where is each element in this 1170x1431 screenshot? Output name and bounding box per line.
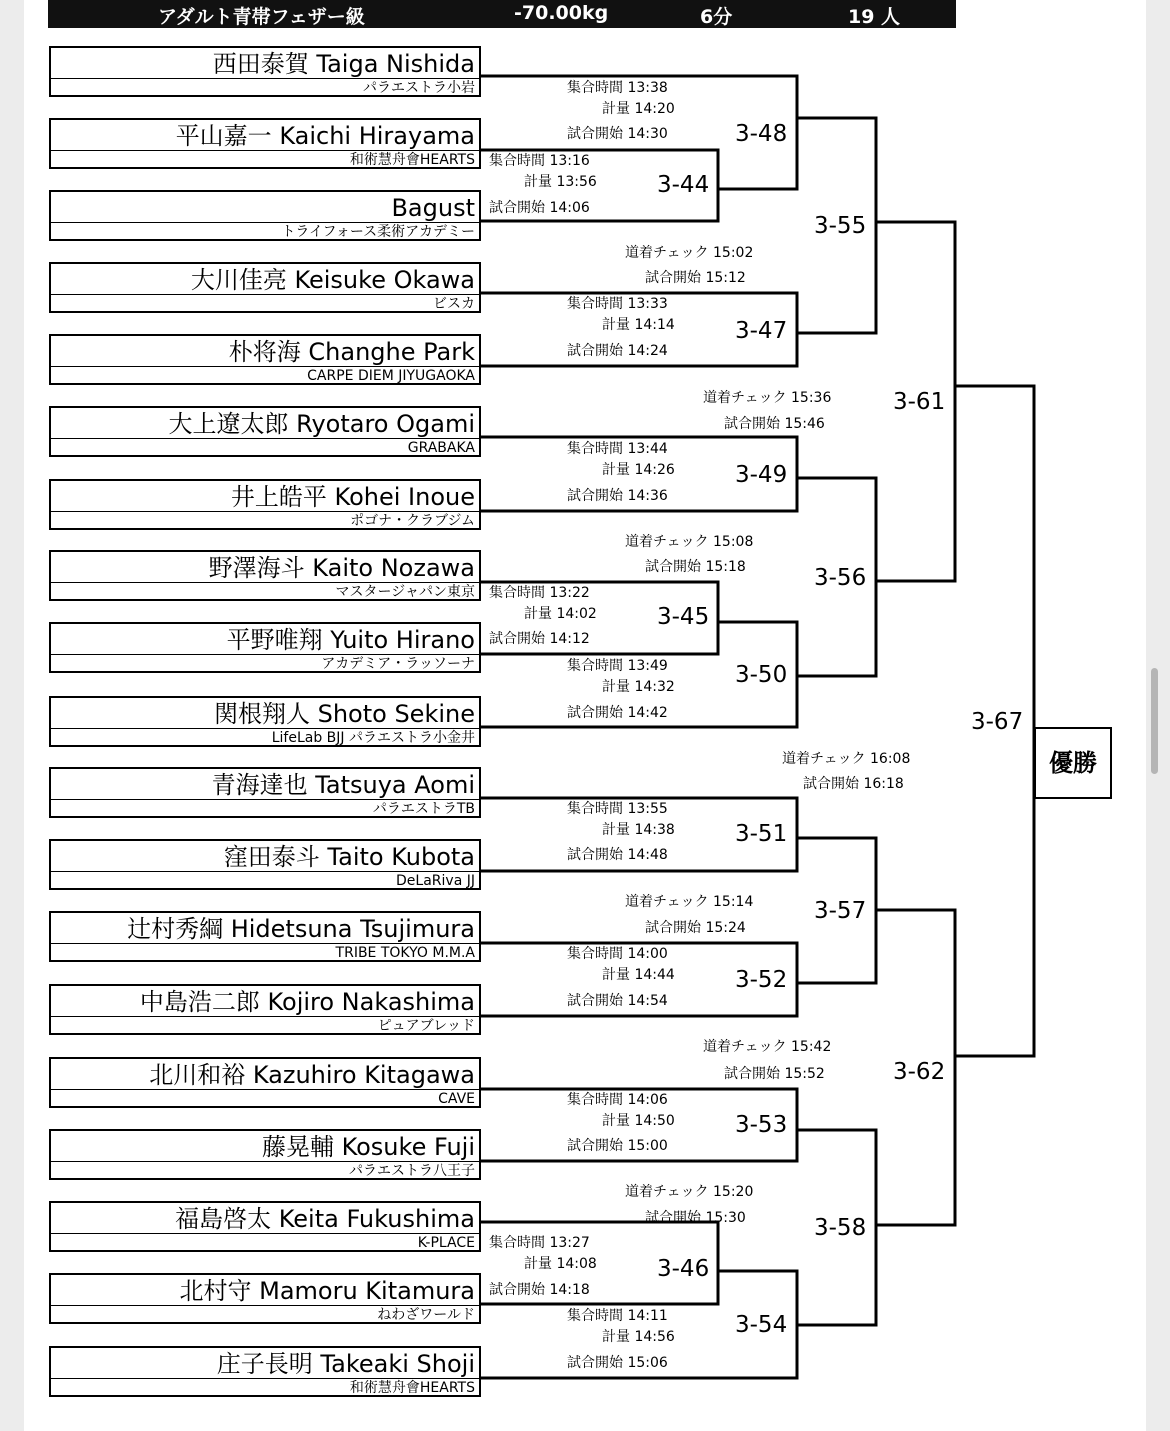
match-check-time: 道着チェック 15:14 (625, 894, 754, 910)
entry-divider (51, 728, 479, 729)
player-club: マスタージャパン東京 (335, 584, 475, 600)
match-meet-time: 集合時間 14:06 (567, 1092, 668, 1108)
match-start-time: 試合開始 14:42 (567, 705, 668, 721)
entry-divider (51, 1305, 479, 1306)
match-number: 3-58 (814, 1215, 867, 1241)
match-meet-time: 集合時間 13:38 (567, 80, 668, 96)
match-start-time: 試合開始 14:36 (567, 488, 668, 504)
player-entry (49, 46, 481, 97)
player-club: K-PLACE (417, 1235, 475, 1251)
match-meet-time: 集合時間 13:27 (489, 1235, 590, 1251)
match-number: 3-53 (735, 1112, 788, 1138)
match-start-time: 試合開始 14:06 (489, 200, 590, 216)
match-meet-time: 集合時間 13:16 (489, 153, 590, 169)
player-club: CAVE (438, 1091, 475, 1107)
match-weigh-time: 計量 14:50 (602, 1113, 675, 1129)
entry-divider (51, 582, 479, 583)
player-club: パラエストラTB (372, 801, 475, 817)
entry-divider (51, 366, 479, 367)
match-start-time: 試合開始 14:48 (567, 847, 668, 863)
player-name: 大川佳亮 Keisuke Okawa (190, 266, 475, 294)
weight-limit: -70.00kg (514, 2, 609, 24)
entry-divider (51, 222, 479, 223)
match-start-time: 試合開始 16:18 (803, 776, 904, 792)
match-check-time: 道着チェック 15:20 (625, 1184, 754, 1200)
match-meet-time: 集合時間 13:55 (567, 801, 668, 817)
entry-divider (51, 1378, 479, 1379)
player-entry (49, 190, 481, 241)
match-number: 3-56 (814, 565, 867, 591)
match-start-time: 試合開始 15:18 (645, 559, 746, 575)
match-start-time: 試合開始 14:12 (489, 631, 590, 647)
entry-divider (51, 511, 479, 512)
player-club: 和術慧舟會HEARTS (349, 1380, 475, 1396)
player-name: 北川和裕 Kazuhiro Kitagawa (149, 1061, 475, 1089)
match-number: 3-51 (735, 821, 788, 847)
entry-divider (51, 871, 479, 872)
match-start-time: 試合開始 15:00 (567, 1138, 668, 1154)
player-name: 窪田泰斗 Taito Kubota (223, 843, 475, 871)
match-start-time: 試合開始 14:24 (567, 343, 668, 359)
player-entry (49, 479, 481, 530)
player-name: 平野唯翔 Yuito Hirano (226, 626, 475, 654)
match-weigh-time: 計量 14:20 (602, 101, 675, 117)
match-number: 3-46 (657, 1256, 710, 1282)
competitor-count: 19 人 (848, 6, 901, 28)
match-start-time: 試合開始 15:12 (645, 270, 746, 286)
player-name: 西田泰賀 Taiga Nishida (212, 50, 475, 78)
player-entry (49, 911, 481, 962)
player-name: 関根翔人 Shoto Sekine (213, 700, 475, 728)
entry-divider (51, 943, 479, 944)
player-entry (49, 334, 481, 385)
player-name: Bagust (391, 194, 475, 222)
player-entry (49, 1346, 481, 1397)
match-number: 3-45 (657, 604, 710, 630)
match-start-time: 試合開始 15:06 (567, 1355, 668, 1371)
player-name: 青海達也 Tatsuya Aomi (211, 771, 475, 799)
match-meet-time: 集合時間 13:22 (489, 585, 590, 601)
entry-divider (51, 78, 479, 79)
match-weigh-time: 計量 14:32 (602, 679, 675, 695)
player-club: DeLaRiva JJ (396, 873, 475, 889)
player-club: CARPE DIEM JIYUGAOKA (307, 368, 475, 384)
match-number: 3-54 (735, 1312, 788, 1338)
player-entry (49, 1129, 481, 1180)
match-check-time: 道着チェック 15:36 (703, 390, 832, 406)
player-name: 朴将海 Changhe Park (228, 338, 475, 366)
player-entry (49, 984, 481, 1035)
player-entry (49, 1057, 481, 1108)
player-name: 辻村秀綱 Hidetsuna Tsujimura (127, 915, 475, 943)
player-club: アカデミア・ラッソーナ (321, 656, 475, 672)
player-entry (49, 1273, 481, 1324)
match-weigh-time: 計量 14:56 (602, 1329, 675, 1345)
match-start-time: 試合開始 14:30 (567, 126, 668, 142)
entry-divider (51, 799, 479, 800)
player-entry (49, 696, 481, 747)
player-entry (49, 262, 481, 313)
match-start-time: 試合開始 15:52 (724, 1066, 825, 1082)
player-name: 平山嘉一 Kaichi Hirayama (175, 122, 475, 150)
match-start-time: 試合開始 15:30 (645, 1210, 746, 1226)
match-start-time: 試合開始 14:18 (489, 1282, 590, 1298)
player-entry (49, 622, 481, 673)
match-meet-time: 集合時間 14:11 (567, 1308, 668, 1324)
match-check-time: 道着チェック 16:08 (782, 751, 911, 767)
player-club: トライフォース柔術アカデミー (281, 224, 475, 240)
match-meet-time: 集合時間 13:44 (567, 441, 668, 457)
match-weigh-time: 計量 14:08 (524, 1256, 597, 1272)
match-number: 3-57 (814, 898, 867, 924)
match-weigh-time: 計量 14:38 (602, 822, 675, 838)
match-number: 3-49 (735, 462, 788, 488)
division-name: アダルト青帯フェザー級 (158, 6, 365, 28)
player-name: 藤晃輔 Kosuke Fuji (261, 1133, 475, 1161)
scrollbar-thumb[interactable] (1151, 668, 1158, 774)
match-start-time: 試合開始 14:54 (567, 993, 668, 1009)
player-entry (49, 839, 481, 890)
match-number: 3-62 (893, 1059, 946, 1085)
match-check-time: 道着チェック 15:42 (703, 1039, 832, 1055)
match-start-time: 試合開始 15:46 (724, 416, 825, 432)
player-club: GRABAKA (407, 440, 475, 456)
player-name: 北村守 Mamoru Kitamura (179, 1277, 475, 1305)
match-weigh-time: 計量 13:56 (524, 174, 597, 190)
player-club: ポゴナ・クラブジム (350, 513, 475, 529)
entry-divider (51, 294, 479, 295)
match-meet-time: 集合時間 13:49 (567, 658, 668, 674)
match-number: 3-48 (735, 121, 788, 147)
player-club: ビスカ (433, 296, 475, 312)
match-number: 3-47 (735, 318, 788, 344)
match-number: 3-67 (971, 709, 1024, 735)
entry-divider (51, 438, 479, 439)
match-time: 6分 (700, 6, 733, 28)
match-check-time: 道着チェック 15:02 (625, 245, 754, 261)
player-entry (49, 1201, 481, 1252)
match-check-time: 道着チェック 15:08 (625, 534, 754, 550)
match-number: 3-50 (735, 662, 788, 688)
match-number: 3-55 (814, 213, 867, 239)
match-start-time: 試合開始 15:24 (645, 920, 746, 936)
player-club: LifeLab BJJ パラエストラ小金井 (271, 730, 475, 746)
entry-divider (51, 1161, 479, 1162)
match-meet-time: 集合時間 13:33 (567, 296, 668, 312)
player-name: 庄子長明 Takeaki Shoji (216, 1350, 475, 1378)
player-entry (49, 767, 481, 818)
player-club: 和術慧舟會HEARTS (349, 152, 475, 168)
player-name: 中島浩二郎 Kojiro Nakashima (139, 988, 475, 1016)
player-entry (49, 118, 481, 169)
entry-divider (51, 654, 479, 655)
match-weigh-time: 計量 14:26 (602, 462, 675, 478)
entry-divider (51, 1016, 479, 1017)
match-meet-time: 集合時間 14:00 (567, 946, 668, 962)
player-club: TRIBE TOKYO M.M.A (335, 945, 475, 961)
player-name: 福島啓太 Keita Fukushima (175, 1205, 475, 1233)
entry-divider (51, 1233, 479, 1234)
player-name: 大上遼太郎 Ryotaro Ogami (168, 410, 475, 438)
entry-divider (51, 150, 479, 151)
player-entry (49, 406, 481, 457)
match-number: 3-52 (735, 967, 788, 993)
match-weigh-time: 計量 14:44 (602, 967, 675, 983)
player-entry (49, 550, 481, 601)
player-club: パラエストラ小岩 (363, 80, 475, 96)
player-club: パラエストラ八王子 (349, 1163, 475, 1179)
champion-box: 優勝 (1034, 727, 1112, 799)
player-club: ピュアブレッド (377, 1018, 475, 1034)
player-name: 井上皓平 Kohei Inoue (230, 483, 475, 511)
match-weigh-time: 計量 14:14 (602, 317, 675, 333)
match-number: 3-61 (893, 389, 946, 415)
match-weigh-time: 計量 14:02 (524, 606, 597, 622)
entry-divider (51, 1089, 479, 1090)
match-number: 3-44 (657, 172, 710, 198)
player-club: ねわざワールド (377, 1307, 475, 1323)
player-name: 野澤海斗 Kaito Nozawa (208, 554, 475, 582)
